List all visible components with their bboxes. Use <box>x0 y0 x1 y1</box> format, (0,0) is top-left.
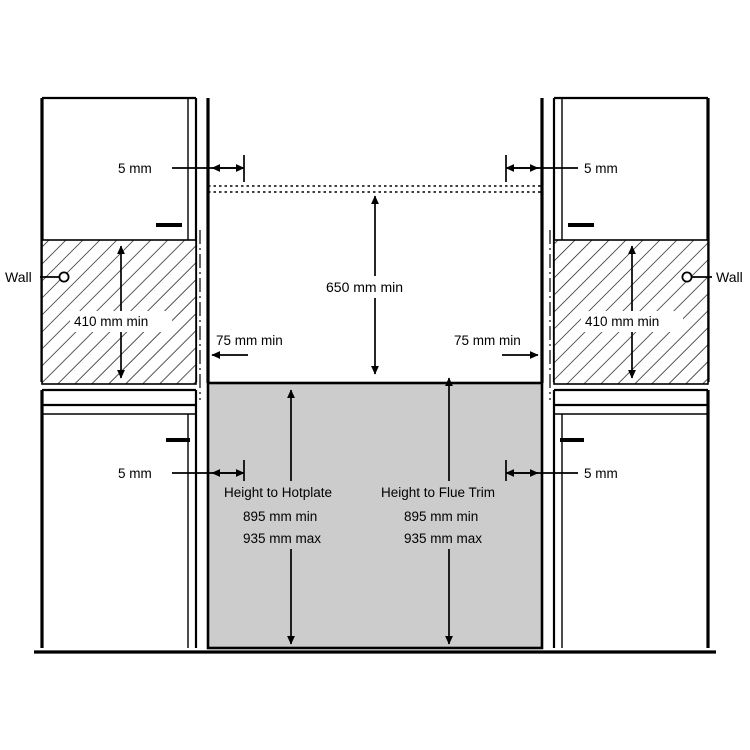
dim-5mm-top-right-label: 5 mm <box>584 161 618 176</box>
wall-leader-left-dot <box>59 272 68 281</box>
dim-5mm-bottom-right-label: 5 mm <box>584 466 618 481</box>
dim-5mm-top-left-label: 5 mm <box>118 161 152 176</box>
dim-75mm-left <box>212 333 283 355</box>
dim-75mm-right-label: 75 mm min <box>454 333 521 348</box>
dim-410mm-left-label: 410 mm min <box>74 314 149 329</box>
dim-5mm-bottom-left-label: 5 mm <box>118 466 152 481</box>
wall-leader-right-dot <box>682 272 691 281</box>
flue-min-label: 895 mm min <box>404 509 479 524</box>
hotplate-max-label: 935 mm max <box>243 531 322 546</box>
flue-title-label: Height to Flue Trim <box>381 485 496 500</box>
wall-label-left: Wall <box>5 269 32 285</box>
flue-max-label: 935 mm max <box>404 531 483 546</box>
left-cabinet-group <box>42 98 196 648</box>
dim-75mm-right <box>454 333 538 355</box>
dim-650mm-min <box>316 196 438 374</box>
dim-650mm-label: 650 mm min <box>326 279 404 295</box>
dim-75mm-left-label: 75 mm min <box>216 333 283 348</box>
dim-5mm-top-left <box>118 155 244 182</box>
dim-410mm-right-label: 410 mm min <box>585 314 660 329</box>
wall-label-right: Wall <box>716 269 743 285</box>
hotplate-title-label: Height to Hotplate <box>224 485 333 500</box>
hotplate-min-label: 895 mm min <box>243 509 318 524</box>
right-cabinet-group <box>554 98 708 648</box>
